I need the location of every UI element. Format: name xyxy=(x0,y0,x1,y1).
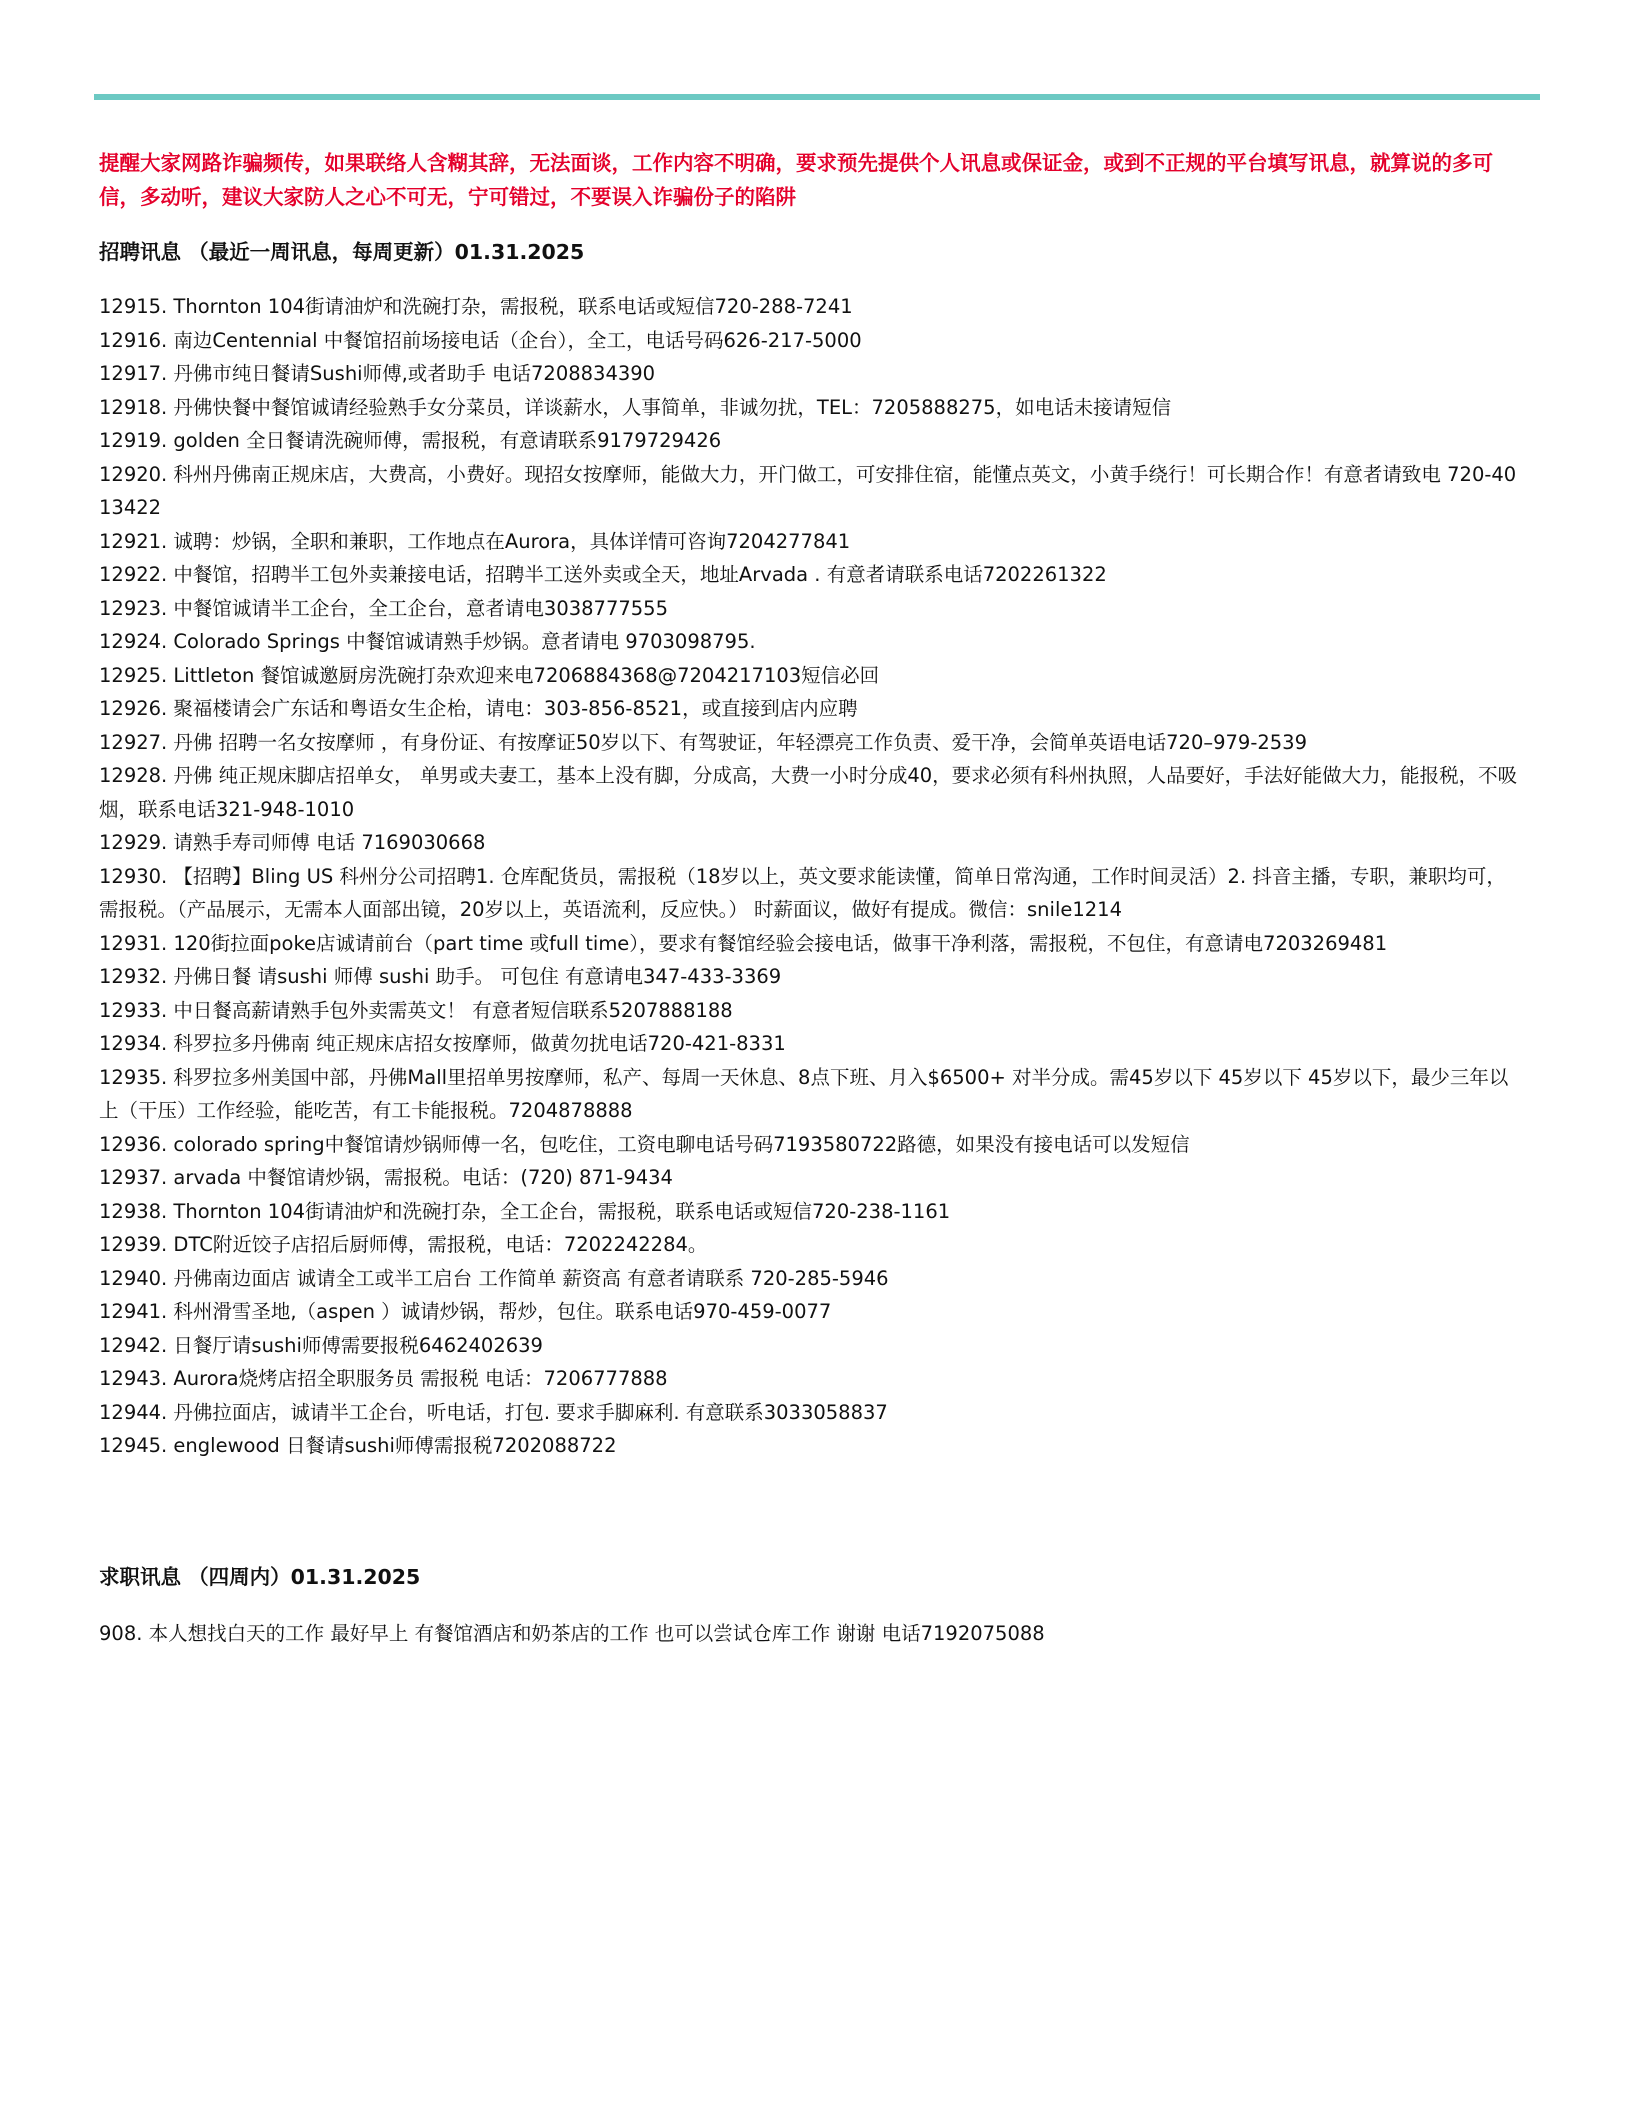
job-listing-item: 12916. 南边Centennial 中餐馆招前场接电话（企台），全工，电话号码626-217-5000 xyxy=(99,328,862,352)
job-listing-item: 12918. 丹佛快餐中餐馆诚请经验熟手女分菜员，详谈薪水，人事简单，非诚勿扰，TEL：7205888275，如电话未接请短信 xyxy=(99,395,1172,419)
job-listing-item: 12920. 科州丹佛南正规床店，大费高，小费好。现招女按摩师，能做大力，开门做工，可安排住宿，能懂点英文，小黄手绕行！可长期合作！有意者请致电 720-4013422 xyxy=(99,462,1517,519)
seeking-heading: 求职讯息 （四周内）01.31.2025 xyxy=(99,1564,421,1589)
job-listing-item: 12929. 请熟手寿司师傅 电话 7169030668 xyxy=(99,831,486,854)
job-listing-item: 12919. golden 全日餐请洗碗师傅，需报税，有意请联系9179729426 xyxy=(99,429,722,452)
job-listing-item: 12945. englewood 日餐请sushi师傅需报税7202088722 xyxy=(99,1434,617,1457)
job-listing-item: 12934. 科罗拉多丹佛南 纯正规床店招女按摩师，做黄勿扰电话720-421-8331 xyxy=(99,1032,786,1055)
job-listing-item: 12924. Colorado Springs 中餐馆诚请熟手炒锅。意者请电 9703098795. xyxy=(99,630,756,653)
job-listing-item: 12937. arvada 中餐馆请炒锅，需报税。电话：(720) 871-9434 xyxy=(99,1166,673,1189)
job-listing-item: 12935. 科罗拉多州美国中部，丹佛Mall里招单男按摩师，私产、每周一天休息、8点下班、月入$6500+ 对半分成。需45岁以下 45岁以下 45岁以下，最少三年以上（干压）工作经验，能吃苦，有工卡能报税。7204878888 xyxy=(99,1065,1509,1122)
job-listing-item: 12925. Littleton 餐馆诚邀厨房洗碗打杂欢迎来电7206884368@7204217103短信必回 xyxy=(99,663,880,687)
job-listing-item: 12944. 丹佛拉面店，诚请半工企台，听电话，打包. 要求手脚麻利. 有意联系3033058837 xyxy=(99,1400,888,1424)
job-listing-item: 12932. 丹佛日餐 请sushi 师傅 sushi 助手。 可包住 有意请电347-433-3369 xyxy=(99,965,782,988)
job-listing-item: 12923. 中餐馆诚请半工企台，全工企台，意者请电3038777555 xyxy=(99,596,668,620)
job-listing-item: 12938. Thornton 104街请油炉和洗碗打杂，全工企台，需报税，联系电话或短信720-238-1161 xyxy=(99,1199,951,1223)
job-listing-item: 12921. 诚聘：炒锅，全职和兼职，工作地点在Aurora，具体详情可咨询7204277841 xyxy=(99,529,851,553)
job-listing-item: 12943. Aurora烧烤店招全职服务员 需报税 电话：7206777888 xyxy=(99,1367,668,1390)
scam-warning: 提醒大家网路诈骗频传，如果联络人含糊其辞，无法面谈，工作内容不明确，要求预先提供个人讯息或保证金，或到不正规的平台填写讯息，就算说的多可信，多动听，建议大家防人之心不可无，宁可错过，不要误入诈骗份子的陷阱 xyxy=(99,151,1493,209)
job-listing-item: 12917. 丹佛市纯日餐请Sushi师傅,或者助手 电话7208834390 xyxy=(99,362,656,385)
job-listing-item: 12928. 丹佛 纯正规床脚店招单女， 单男或夫妻工，基本上没有脚，分成高，大费一小时分成40，要求必须有科州执照，人品要好，手法好能做大力，能报税，不吸烟，联系电话321-948-1010 xyxy=(99,764,1518,821)
job-listing-item: 12915. Thornton 104街请油炉和洗碗打杂，需报税，联系电话或短信720-288-7241 xyxy=(99,295,853,318)
job-seeking-item: 908. 本人想找白天的工作 最好早上 有餐馆酒店和奶茶店的工作 也可以尝试仓库工作 谢谢 电话7192075088 xyxy=(99,1621,1045,1645)
job-listing-item: 12936. colorado spring中餐馆请炒锅师傅一名，包吃住，工资电聊电话号码7193580722路德，如果没有接电话可以发短信 xyxy=(99,1132,1190,1156)
job-listing-item: 12930. 【招聘】Bling US 科州分公司招聘1. 仓库配货员，需报税（18岁以上，英文要求能读懂，简单日常沟通，工作时间灵活）2. 抖音主播，专职，兼职均可，需报税。（产品展示，无需本人面部出镜，20岁以上，英语流利，反应快。） 时薪面议，做好有提成。微信：snile1214 xyxy=(99,864,1506,921)
job-listing-item: 12922. 中餐馆，招聘半工包外卖兼接电话，招聘半工送外卖或全天，地址Arvada . 有意者请联系电话7202261322 xyxy=(99,563,1107,586)
seeking-list xyxy=(99,1617,1519,1651)
job-listing-item: 12926. 聚福楼请会广东话和粤语女生企枱，请电：303-856-8521，或直接到店内应聘 xyxy=(99,697,858,720)
jobs-list xyxy=(99,290,1519,1463)
job-listing-item: 12933. 中日餐高薪请熟手包外卖需英文！ 有意者短信联系5207888188 xyxy=(99,998,733,1022)
job-listing-item: 12931. 120街拉面poke店诚请前台（part time 或full time），要求有餐馆经验会接电话，做事干净利落，需报税，不包住，有意请电7203269481 xyxy=(99,931,1388,955)
job-listing-item: 12940. 丹佛南边面店 诚请全工或半工启台 工作简单 薪资高 有意者请联系 720-285-5946 xyxy=(99,1266,889,1290)
job-listing-item: 12941. 科州滑雪圣地,（aspen ）诚请炒锅，帮炒，包住。联系电话970-459-0077 xyxy=(99,1300,832,1323)
job-listing-item: 12939. DTC附近饺子店招后厨师傅，需报税，电话：7202242284。 xyxy=(99,1233,708,1256)
jobs-heading: 招聘讯息 （最近一周讯息，每周更新）01.31.2025 xyxy=(99,240,585,264)
job-listing-item: 12927. 丹佛 招聘一名女按摩师 ，有身份证、有按摩证50岁以下、有驾驶证，年轻漂亮工作负责、爱干净，会简单英语电话720–979-2539 xyxy=(99,730,1307,754)
page-content xyxy=(99,146,1519,1650)
top-divider xyxy=(94,94,1540,100)
job-listing-item: 12942. 日餐厅请sushi师傅需要报税6462402639 xyxy=(99,1333,543,1357)
